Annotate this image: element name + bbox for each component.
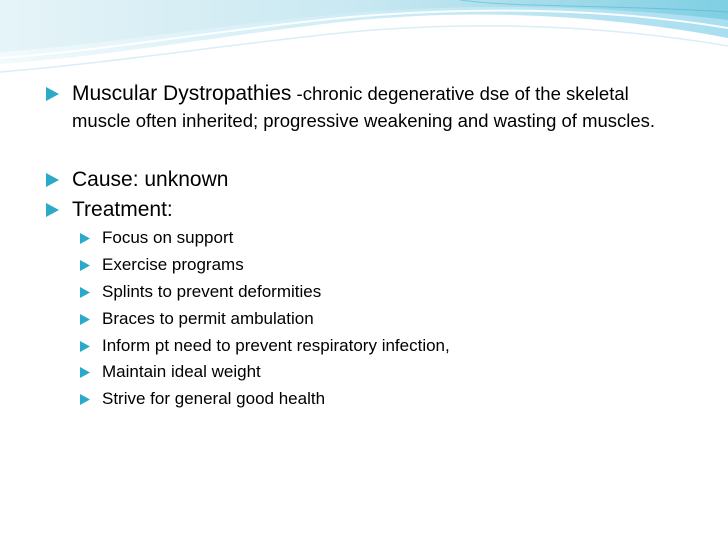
sub-bullet-text: Maintain ideal weight [102, 362, 261, 381]
triangle-bullet-icon [80, 314, 90, 325]
sub-bullet-text: Braces to permit ambulation [102, 309, 314, 328]
sub-bullet-item [102, 309, 662, 329]
triangle-bullet-icon [80, 287, 90, 298]
sub-bullet-item [102, 228, 662, 248]
sub-bullet-text: Exercise programs [102, 255, 244, 274]
bullet-item-cause [72, 166, 672, 193]
sub-bullet-item [102, 255, 662, 275]
bullet-text: Cause: unknown [72, 168, 229, 191]
sub-bullet-text: Splints to prevent deformities [102, 282, 322, 301]
sub-bullet-text: Focus on support [102, 228, 234, 247]
bullet-item-treatment [72, 196, 672, 223]
sub-bullet-text: Strive for general good health [102, 389, 326, 408]
triangle-bullet-icon [80, 394, 90, 405]
bullet-text: Treatment: [72, 198, 173, 221]
sub-bullet-item [102, 282, 662, 302]
bullet-lead-text: Muscular Dystropathies [72, 82, 292, 105]
triangle-bullet-icon [46, 203, 59, 217]
triangle-bullet-icon [46, 173, 59, 187]
triangle-bullet-icon [80, 260, 90, 271]
sub-bullet-item [102, 336, 662, 356]
triangle-bullet-icon [46, 87, 59, 101]
sub-bullet-item [102, 362, 662, 382]
bullet-item-definition [72, 80, 672, 134]
sub-bullet-text: Inform pt need to prevent respiratory infection, [102, 336, 450, 355]
triangle-bullet-icon [80, 341, 90, 352]
triangle-bullet-icon [80, 367, 90, 378]
bullet-body-text: -chronic degenerative dse of the skeletal muscle often inherited; progressive weakening and wasting of muscles. [72, 83, 656, 131]
triangle-bullet-icon [80, 233, 90, 244]
sub-bullet-item [102, 389, 662, 409]
